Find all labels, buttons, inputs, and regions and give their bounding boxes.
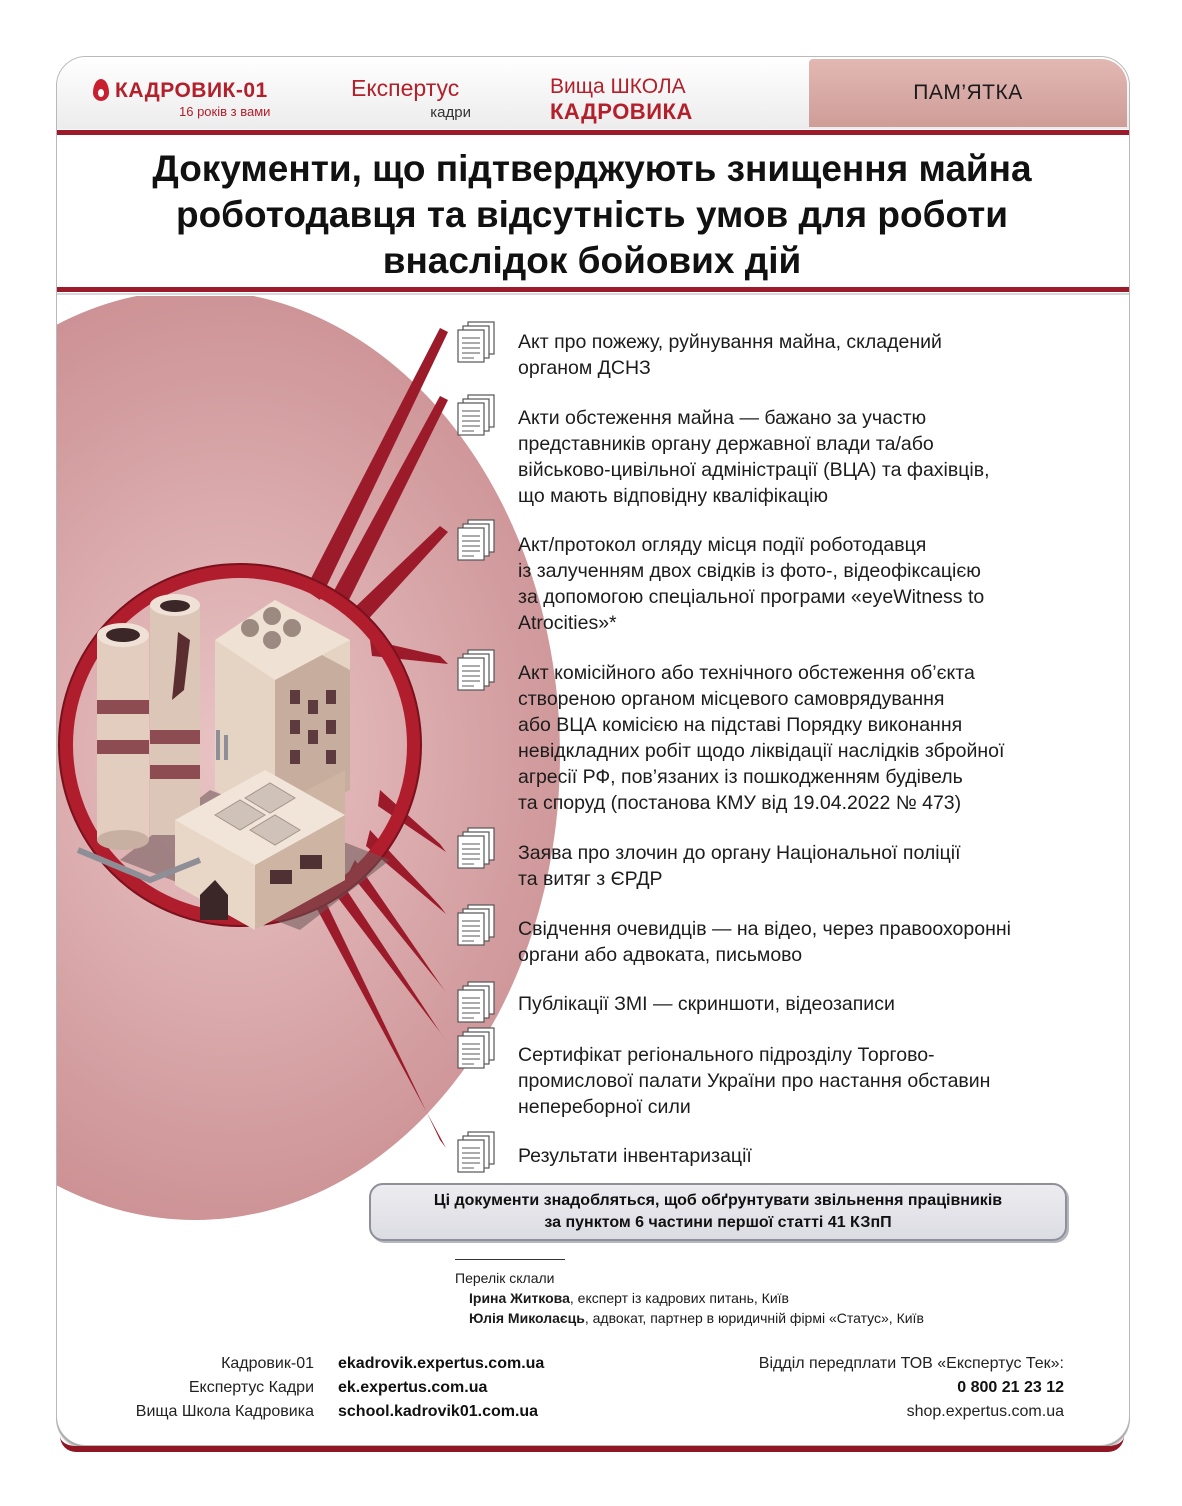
shop-link[interactable]: shop.expertus.com.ua xyxy=(906,1403,1064,1420)
author-row xyxy=(455,1308,924,1328)
author-name: Юлія Миколаєць xyxy=(469,1310,585,1326)
summary-callout xyxy=(369,1183,1067,1241)
footer-site-label: Кадровик-01 xyxy=(221,1355,314,1372)
title-line-3: внаслідок бойових дій xyxy=(382,240,802,281)
author-row xyxy=(455,1288,924,1308)
title-line-2: роботодавця та відсутність умов для роботи xyxy=(175,194,1009,235)
authors-intro: Перелік склали xyxy=(455,1270,555,1286)
author-role: , адвокат, партнер в юридичній фірмі «Статус», Київ xyxy=(584,1310,924,1326)
title-line-1: Документи, що підтверджують знищення майна xyxy=(152,148,1032,189)
document-stack-icon xyxy=(456,648,496,692)
callout-line-1: Ці документи знадобляться, щоб обґрунтувати звільнення працівників xyxy=(433,1192,1003,1209)
school-logo-line2: КАДРОВИКА xyxy=(550,99,693,124)
author-role: , експерт із кадрових питань, Київ xyxy=(569,1290,789,1306)
document-stack-icon xyxy=(456,393,496,437)
subscription-phone[interactable]: 0 800 21 23 12 xyxy=(957,1379,1064,1396)
authors-block xyxy=(455,1268,924,1328)
subscription-info xyxy=(740,1352,1064,1424)
footer-site-label: Експертус Кадри xyxy=(188,1379,314,1396)
document-stack-icon xyxy=(456,980,496,1024)
list-item: Акт комісійного або технічного обстеження об’єкта створеною органом місцевого самоврядування або ВЦА комісією на підставі Порядку виконання невідкладних робіт щодо ліквідації наслідків збройної агресії РФ, пов’язаних із пошкодженням будівель та споруд (постанова КМУ від 19.04.2022 № 473) xyxy=(518,662,1005,814)
footer-site-links xyxy=(338,1352,544,1424)
document-stack-icon xyxy=(456,518,496,562)
expertus-logo-line2: кадри xyxy=(430,104,471,121)
authors-divider xyxy=(455,1259,565,1260)
school-logo-line1: Вища ШКОЛА xyxy=(550,75,686,98)
document-stack-icon xyxy=(456,1130,496,1174)
frame-bottom-edge xyxy=(60,1436,1124,1452)
kadrovik-logo-tagline: 16 років з вами xyxy=(179,104,271,119)
kadrovik-logo-name: КАДРОВИК-01 xyxy=(115,79,268,102)
expertus-logo-line1: Експертус xyxy=(351,75,460,101)
list-item: Свідчення очевидців — на відео, через правоохоронні органи або адвоката, письмово xyxy=(518,918,1011,966)
author-name: Ірина Житкова xyxy=(469,1290,570,1306)
footer-site-labels xyxy=(100,1352,314,1424)
footer-site-label: Вища Школа Кадровика xyxy=(135,1403,314,1420)
list-item: Акт про пожежу, руйнування майна, складений органом ДСНЗ xyxy=(518,331,942,379)
subscription-label: Відділ передплати ТОВ «Експертус Тек»: xyxy=(758,1355,1064,1372)
list-item: Сертифікат регіонального підрозділу Торгово- промислової палати України про настання обставин непереборної сили xyxy=(518,1044,991,1118)
document-stack-icon xyxy=(456,826,496,870)
document-stack-icon xyxy=(456,903,496,947)
list-item: Акти обстеження майна — бажано за участю представників органу державної влади та/або військово-цивільної адміністрації (ВЦА) та фахівців, що мають відповідну кваліфікацію xyxy=(518,407,990,507)
footer-site-link[interactable]: school.kadrovik01.com.ua xyxy=(338,1403,539,1420)
document-stack-icon xyxy=(456,1026,496,1070)
footer-site-link[interactable]: ekadrovik.expertus.com.ua xyxy=(338,1355,545,1372)
document-stack-icon xyxy=(456,320,496,364)
list-item: Результати інвентаризації xyxy=(518,1145,752,1167)
callout-line-2: за пунктом 6 частини першої статті 41 КЗпП xyxy=(544,1214,892,1231)
list-item: Публікації ЗМІ — скриншоти, відеозаписи xyxy=(518,993,895,1015)
list-item: Акт/протокол огляду місця події роботодавця із залученням двох свідків із фото-, відеофіксацією за допомогою спеціальної програми «eyeWitness to Atrocities»* xyxy=(518,534,985,634)
memo-tab-label: ПАМ’ЯТКА xyxy=(913,81,1023,104)
list-item: Заява про злочин до органу Національної поліції та витяг з ЄРДР xyxy=(518,842,961,890)
footer-site-link[interactable]: ek.expertus.com.ua xyxy=(338,1379,488,1396)
